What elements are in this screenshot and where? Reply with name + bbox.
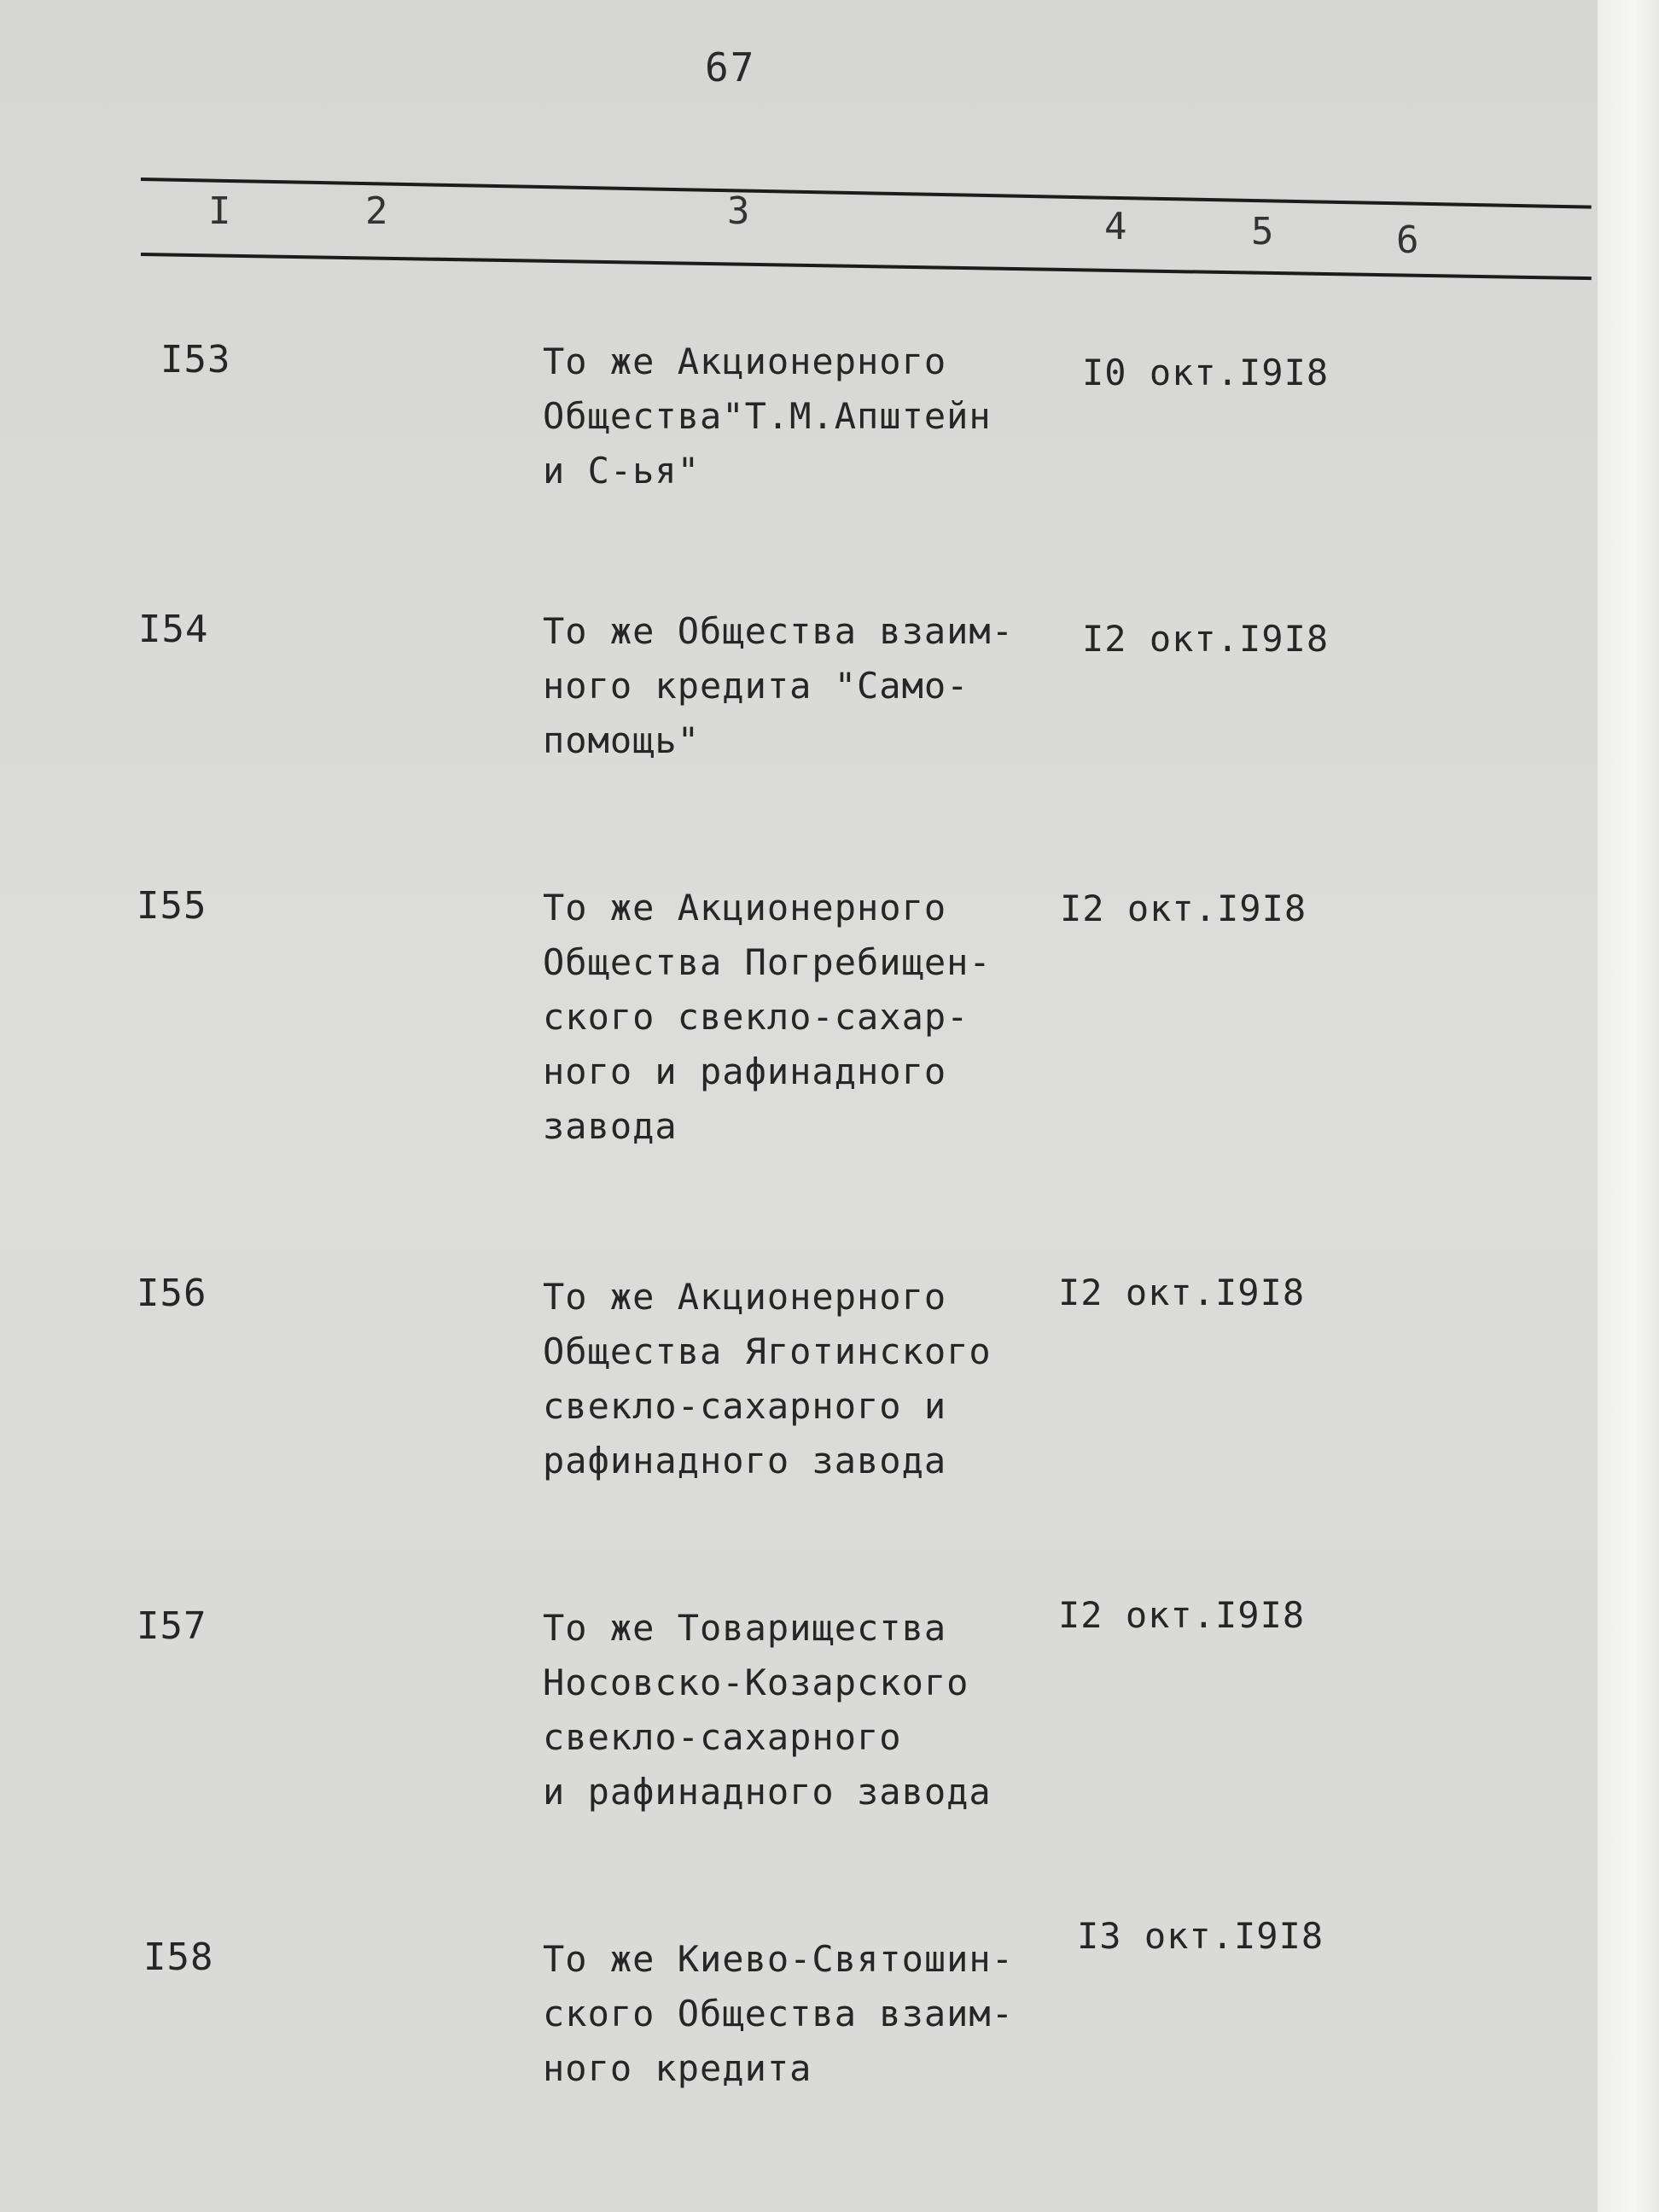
record-date: I0 окт.I9I8 <box>1082 352 1330 393</box>
description-line: То же Акционерного <box>543 887 947 928</box>
column-header-3: 3 <box>727 189 750 233</box>
column-header-6: 6 <box>1396 218 1419 262</box>
record-number: I56 <box>137 1272 207 1315</box>
record-description <box>543 604 1072 768</box>
description-line: То же Киево-Святошин- <box>543 1938 1015 1980</box>
record-date: I2 окт.I9I8 <box>1058 1272 1306 1313</box>
description-line: То же Акционерного <box>543 341 947 382</box>
record-number: I58 <box>143 1936 214 1979</box>
record-number: I57 <box>137 1604 207 1648</box>
table-header-rule <box>141 253 1592 280</box>
description-line: и рафинадного завода <box>543 1771 992 1813</box>
description-line: Общества"Т.М.Апштейн <box>543 395 992 437</box>
record-description <box>543 1601 1072 1819</box>
description-line: То же Товарищества <box>543 1607 947 1649</box>
record-number: I54 <box>138 608 209 651</box>
record-date: I2 окт.I9I8 <box>1060 888 1307 929</box>
description-line: ного и рафинадного <box>543 1051 947 1092</box>
record-description <box>543 1270 1072 1488</box>
record-description <box>543 335 1072 498</box>
description-line: Общества Погребищен- <box>543 941 992 983</box>
column-header-2: 2 <box>365 189 388 233</box>
record-description <box>543 1932 1072 2096</box>
description-line: То же Общества взаим- <box>543 610 1015 652</box>
description-line: ного кредита <box>543 2047 812 2089</box>
column-header-5: 5 <box>1251 210 1274 253</box>
description-line: Общества Яготинского <box>543 1330 992 1372</box>
description-line: То же Акционерного <box>543 1276 947 1318</box>
description-line: ского Общества взаим- <box>543 1993 1015 2034</box>
record-date: I3 окт.I9I8 <box>1077 1915 1324 1957</box>
record-date: I2 окт.I9I8 <box>1082 618 1330 660</box>
record-number: I55 <box>137 884 207 928</box>
page-edge <box>1598 0 1659 2212</box>
description-line: помощь" <box>543 719 701 761</box>
description-line: ного кредита "Само- <box>543 665 969 707</box>
page-number: 67 <box>705 44 756 90</box>
description-line: Носовско-Козарского <box>543 1662 969 1703</box>
description-line: завода <box>543 1105 678 1147</box>
table-top-rule <box>141 178 1592 209</box>
description-line: свекло-сахарного <box>543 1716 902 1758</box>
description-line: ского свекло-сахар- <box>543 996 969 1038</box>
record-description <box>543 881 1072 1154</box>
description-line: и С-ья" <box>543 450 701 492</box>
description-line: рафинадного завода <box>543 1440 947 1481</box>
column-header-4: 4 <box>1104 205 1127 248</box>
record-number: I53 <box>160 338 231 381</box>
column-header-1: I <box>208 189 231 233</box>
description-line: свекло-сахарного и <box>543 1385 947 1427</box>
record-date: I2 окт.I9I8 <box>1058 1594 1306 1636</box>
